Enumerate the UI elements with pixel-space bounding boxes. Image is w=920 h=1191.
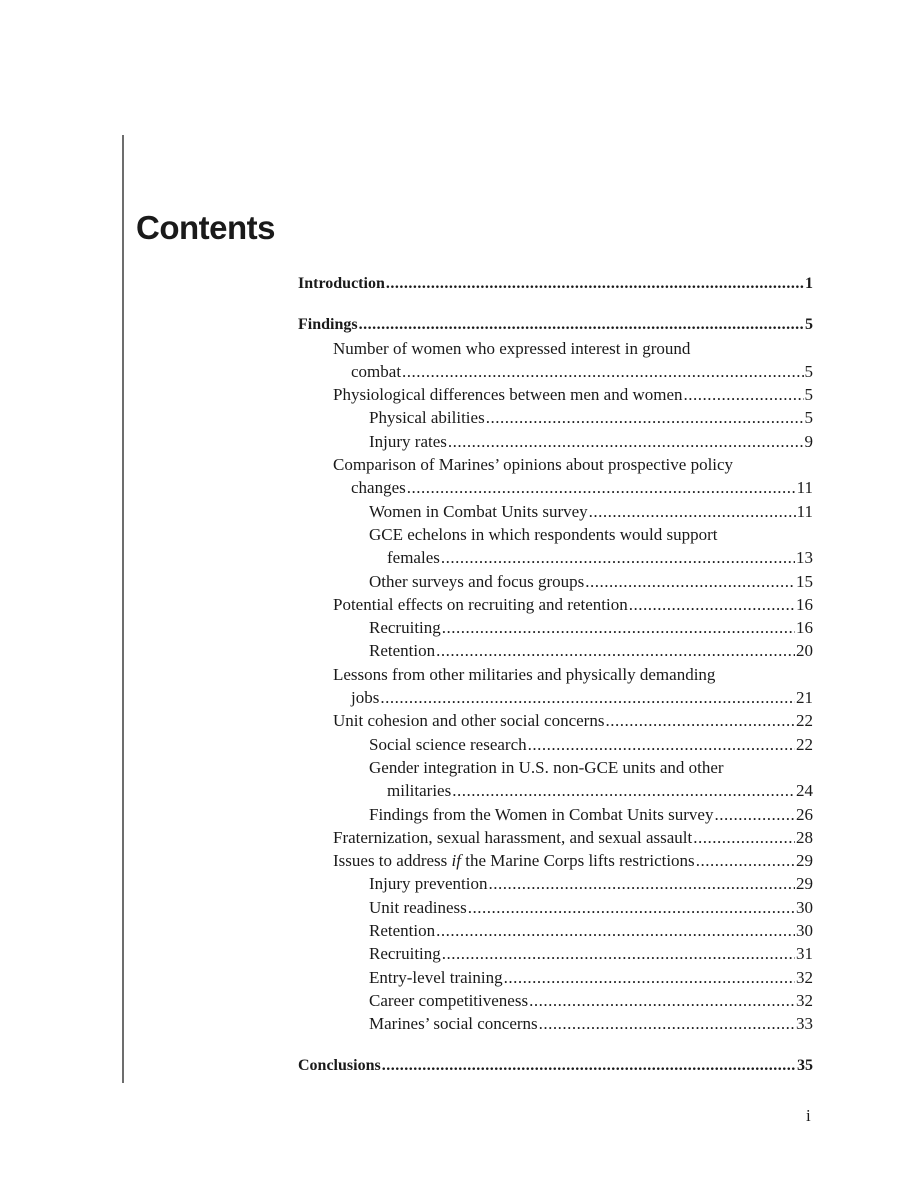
toc-label-post: the Marine Corps lifts restrictions [460, 851, 695, 871]
toc-label: combat [351, 361, 402, 381]
dot-leader [539, 1012, 795, 1035]
toc-page-number: 21 [796, 688, 813, 708]
toc-entry-marines-social-concerns[interactable] [298, 1012, 813, 1035]
toc-label: Fraternization, sexual harassment, and sexual assault [333, 827, 693, 847]
toc-label: Injury prevention [369, 874, 488, 894]
toc-label: jobs [351, 688, 380, 708]
dot-leader [442, 942, 795, 965]
toc-entry-injury-prevention[interactable] [298, 872, 813, 895]
toc-entry-findings-wicu[interactable] [298, 803, 813, 826]
toc-page-number: 16 [796, 594, 813, 614]
toc-page-number: 29 [796, 874, 813, 894]
dot-leader [436, 919, 795, 942]
toc-label: changes [351, 478, 406, 498]
toc-label: Potential effects on recruiting and retention [333, 594, 628, 614]
toc-entry-fraternization[interactable] [298, 826, 813, 849]
toc-label: Physical abilities [369, 408, 485, 428]
toc-label: Introduction [298, 275, 385, 292]
toc-entry-physical-abilities[interactable] [298, 406, 813, 429]
toc-page-number: 20 [796, 641, 813, 661]
dot-leader [468, 896, 795, 919]
toc-entry-unit-cohesion[interactable] [298, 709, 813, 732]
toc-label-pre: Issues to address [333, 851, 452, 871]
page-title: Contents [136, 209, 275, 246]
toc-page-number: 30 [796, 921, 813, 941]
toc-entry-entry-level-training[interactable] [298, 966, 813, 989]
dot-leader [448, 430, 804, 453]
toc-entry-physiological[interactable] [298, 383, 813, 406]
dot-leader [528, 733, 795, 756]
toc-entry-comparison-cont[interactable] [298, 476, 813, 499]
toc-page-number: 5 [805, 316, 813, 334]
toc-page-number: 35 [797, 1056, 813, 1074]
toc-entry-social-science[interactable] [298, 733, 813, 756]
dot-leader [359, 313, 804, 336]
dot-leader [504, 966, 795, 989]
dot-leader [589, 500, 796, 523]
dot-leader [489, 872, 796, 895]
dot-leader [693, 826, 795, 849]
toc-label: Women in Combat Units survey [369, 501, 588, 521]
dot-leader [585, 570, 795, 593]
toc-entry-number-of-women-cont[interactable] [298, 360, 813, 383]
toc-entry-injury-rates[interactable] [298, 430, 813, 453]
toc-page-number: 15 [796, 571, 813, 591]
dot-leader [696, 849, 795, 872]
toc-entry-career-competitiveness[interactable] [298, 989, 813, 1012]
toc-page-number: 26 [796, 804, 813, 824]
toc-page-number: 24 [796, 781, 813, 801]
dot-leader [605, 709, 795, 732]
toc-label: Findings from the Women in Combat Units survey [369, 804, 714, 824]
dot-leader [452, 779, 795, 802]
toc-page-number: 1 [805, 275, 813, 292]
toc-entry-other-surveys[interactable] [298, 570, 813, 593]
toc-label: Marines’ social concerns [369, 1014, 538, 1034]
dot-leader [436, 639, 795, 662]
left-margin-rule [122, 135, 124, 1083]
toc-entry-introduction[interactable] [298, 272, 813, 295]
dot-leader [629, 593, 795, 616]
toc-page-number: 5 [804, 361, 813, 381]
toc-entry-wicu-survey[interactable] [298, 500, 813, 523]
toc-page-number: 31 [796, 944, 813, 964]
dot-leader [529, 989, 795, 1012]
dot-leader [386, 272, 804, 295]
toc-entry-lessons[interactable]: Lessons from other militaries and physically demanding [333, 664, 716, 684]
toc-label: Unit readiness [369, 897, 467, 917]
toc-label: Other surveys and focus groups [369, 571, 585, 591]
toc-page-number: 33 [796, 1014, 813, 1034]
toc-label: militaries [387, 781, 452, 801]
toc-entry-comparison[interactable]: Comparison of Marines’ opinions about prospective policy [333, 455, 734, 475]
toc-label: Recruiting [369, 944, 441, 964]
toc-entry-gce-echelons-cont[interactable] [298, 546, 813, 569]
toc-entry-gender-integration-cont[interactable] [298, 779, 813, 802]
toc-label: Recruiting [369, 618, 441, 638]
dot-leader [714, 803, 795, 826]
toc-page-number: 28 [796, 827, 813, 847]
toc-label-emphasis: if [451, 851, 461, 871]
dot-leader [684, 383, 804, 406]
toc-entry-lessons-cont[interactable] [298, 686, 813, 709]
toc-label [333, 849, 695, 872]
toc-page-number: 9 [804, 431, 813, 451]
toc-entry-retention-2[interactable] [298, 919, 813, 942]
toc-page-number: 29 [796, 851, 813, 871]
toc-entry-issues[interactable] [298, 849, 813, 872]
toc-page-number: 13 [796, 548, 813, 568]
toc-label: Retention [369, 641, 436, 661]
toc-label: Unit cohesion and other social concerns [333, 711, 605, 731]
toc-page-number: 30 [796, 897, 813, 917]
dot-leader [441, 546, 795, 569]
toc-entry-conclusions[interactable] [298, 1054, 813, 1077]
toc-entry-gender-integration[interactable]: Gender integration in U.S. non-GCE units and other [369, 757, 724, 777]
dot-leader [407, 476, 796, 499]
page-number: i [806, 1106, 811, 1125]
toc-label: females [387, 548, 440, 568]
toc-entry-recruiting[interactable] [298, 616, 813, 639]
toc-label: Social science research [369, 734, 527, 754]
toc-page-number: 32 [796, 967, 813, 987]
toc-label: Findings [298, 316, 358, 334]
toc-page-number: 11 [796, 478, 813, 498]
toc-page-number: 22 [796, 711, 813, 731]
dot-leader [442, 616, 795, 639]
toc-page-number: 5 [804, 385, 813, 405]
toc-page-number: 16 [796, 618, 813, 638]
toc-label: Injury rates [369, 431, 447, 451]
toc-page-number: 11 [796, 501, 813, 521]
toc-page-number: 5 [804, 408, 813, 428]
toc-entry-findings[interactable] [298, 313, 813, 336]
toc-entry-gce-echelons[interactable]: GCE echelons in which respondents would support [369, 524, 718, 544]
toc-entry-potential-effects[interactable] [298, 593, 813, 616]
toc-entry-unit-readiness[interactable] [298, 896, 813, 919]
toc-page-number: 32 [796, 990, 813, 1010]
toc-label: Entry-level training [369, 967, 503, 987]
toc-label: Physiological differences between men and women [333, 385, 683, 405]
dot-leader [382, 1054, 796, 1077]
dot-leader [380, 686, 795, 709]
toc-page-number: 22 [796, 734, 813, 754]
toc-label: Conclusions [298, 1056, 381, 1074]
toc-entry-number-of-women[interactable]: Number of women who expressed interest in ground [333, 338, 691, 358]
dot-leader [486, 406, 804, 429]
toc-label: Career competitiveness [369, 990, 529, 1010]
table-of-contents [298, 272, 813, 1077]
dot-leader [402, 360, 803, 383]
toc-entry-retention[interactable] [298, 639, 813, 662]
toc-entry-recruiting-2[interactable] [298, 942, 813, 965]
toc-label: Retention [369, 921, 436, 941]
